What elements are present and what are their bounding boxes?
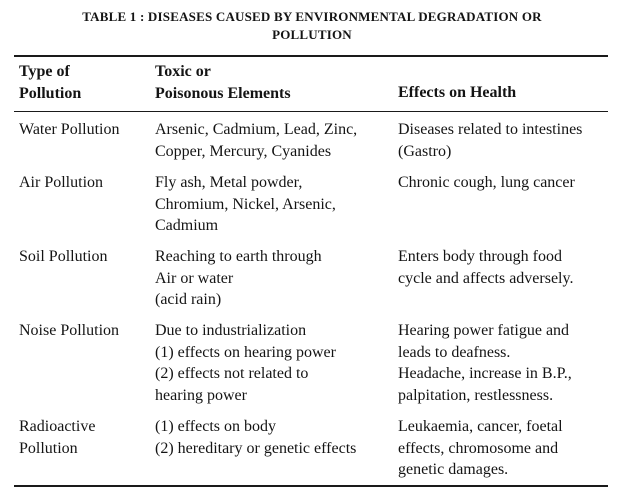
cell-line: Fly ash, Metal powder, xyxy=(155,174,303,191)
row-radioactive-toxic xyxy=(155,416,356,459)
cell-line: hearing power xyxy=(155,386,247,404)
row-noise-toxic xyxy=(155,320,336,406)
row-water-type xyxy=(19,119,119,141)
header-toxic-line-2: Poisonous Elements xyxy=(155,84,291,102)
cell-line: (2) effects not related to xyxy=(155,365,309,382)
row-water-effects xyxy=(398,119,582,162)
row-soil-effects xyxy=(398,246,573,289)
cell-line: Arsenic, Cadmium, Lead, Zinc, xyxy=(155,121,358,138)
cell-line: effects, chromosome and xyxy=(398,439,559,457)
cell-line: Leukaemia, cancer, foetal xyxy=(398,418,563,435)
cell-line: Radioactive xyxy=(19,418,96,435)
row-soil-type xyxy=(19,246,107,268)
cell-line: cycle and affects adversely. xyxy=(398,269,574,287)
row-noise-type xyxy=(19,320,119,342)
header-effects-label: Effects on Health xyxy=(398,84,517,101)
cell-line: Enters body through food xyxy=(398,248,562,265)
row-radioactive-effects xyxy=(398,416,563,481)
cell-line: Chromium, Nickel, Arsenic, xyxy=(155,195,336,213)
cell-line: Hearing power fatigue and xyxy=(398,322,570,339)
row-soil-toxic xyxy=(155,246,322,311)
cell-line: (2) hereditary or genetic effects xyxy=(155,439,357,457)
cell-line: genetic damages. xyxy=(398,461,509,478)
cell-line: Diseases related to intestines xyxy=(398,121,583,138)
table-title xyxy=(0,8,624,44)
cell-line: Due to industrialization xyxy=(155,322,307,339)
cell-line: (1) effects on body xyxy=(155,418,276,435)
header-type-line-2: Pollution xyxy=(19,84,82,102)
cell-line: (acid rain) xyxy=(155,291,222,308)
row-radioactive-type xyxy=(19,416,95,459)
cell-line: palpitation, restlessness. xyxy=(398,386,554,404)
bottom-rule xyxy=(14,485,608,487)
cell-line: (1) effects on hearing power xyxy=(155,343,336,361)
cell-line: Water Pollution xyxy=(19,121,120,138)
header-rule xyxy=(14,111,608,112)
row-water-toxic xyxy=(155,119,357,162)
title-line-2: POLLUTION xyxy=(272,27,352,42)
cell-line: Air or water xyxy=(155,269,234,287)
cell-line: Air Pollution xyxy=(19,174,104,191)
cell-line: Noise Pollution xyxy=(19,322,120,339)
row-air-type xyxy=(19,172,103,194)
top-rule xyxy=(14,55,608,57)
cell-line: Pollution xyxy=(19,439,78,457)
cell-line: Headache, increase in B.P., xyxy=(398,365,572,382)
header-effects-on-health xyxy=(398,82,516,104)
header-toxic-elements xyxy=(155,61,291,104)
cell-line: (Gastro) xyxy=(398,142,452,160)
cell-line: Chronic cough, lung cancer xyxy=(398,174,575,191)
cell-line: leads to deafness. xyxy=(398,343,511,361)
cell-line: Soil Pollution xyxy=(19,248,108,265)
cell-line: Copper, Mercury, Cyanides xyxy=(155,142,332,160)
cell-line: Cadmium xyxy=(155,217,219,234)
cell-line: Reaching to earth through xyxy=(155,248,322,265)
row-noise-effects xyxy=(398,320,572,406)
header-type-line-1: Type of xyxy=(19,63,70,80)
header-toxic-line-1: Toxic or xyxy=(155,63,211,80)
title-line-1: TABLE 1 : DISEASES CAUSED BY ENVIRONMENTAL DEGRADATION OR xyxy=(82,9,542,24)
row-air-effects xyxy=(398,172,575,194)
row-air-toxic xyxy=(155,172,336,237)
header-type-of-pollution xyxy=(19,61,81,104)
